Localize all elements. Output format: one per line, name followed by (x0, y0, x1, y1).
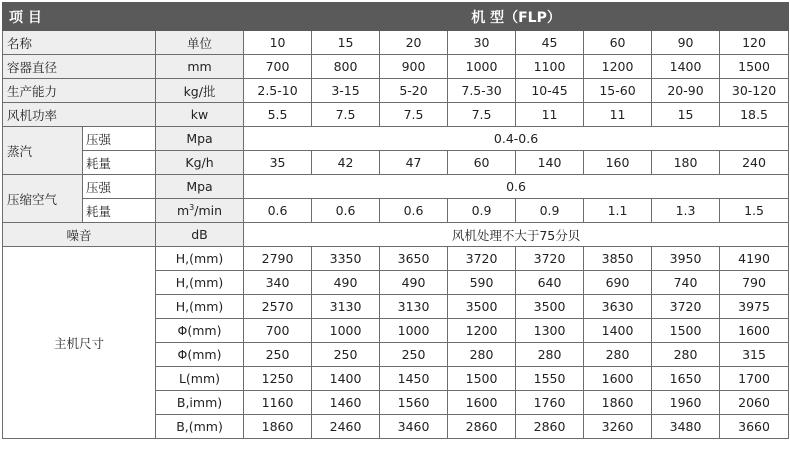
value-cell: 1450 (380, 367, 448, 391)
value-cell: 1160 (244, 391, 312, 415)
row-label: 名称 (3, 31, 156, 55)
steam-pressure-row (3, 127, 789, 151)
value-cell: 1300 (516, 319, 584, 343)
value-cell: 280 (516, 343, 584, 367)
unit-superscript: 3 (189, 202, 195, 212)
merged-value: 风机处理不大于75分贝 (244, 223, 789, 247)
value-cell: 1200 (448, 319, 516, 343)
merged-value: 0.4-0.6 (244, 127, 789, 151)
unit-cell: Mpa (156, 175, 244, 199)
group-label: 主机尺寸 (3, 247, 156, 439)
sub-label: 压强 (83, 175, 156, 199)
value-cell: 3130 (380, 295, 448, 319)
value-cell: 3500 (516, 295, 584, 319)
value-cell: 60 (584, 31, 652, 55)
value-cell: 790 (720, 271, 789, 295)
value-cell: 0.9 (516, 199, 584, 223)
value-cell: 1100 (516, 55, 584, 79)
value-cell: 30 (448, 31, 516, 55)
value-cell: 15 (652, 103, 720, 127)
value-cell: 20-90 (652, 79, 720, 103)
value-cell: 20 (380, 31, 448, 55)
value-cell: 3-15 (312, 79, 380, 103)
value-cell: 2860 (516, 415, 584, 439)
unit-cell: Mpa (156, 127, 244, 151)
value-cell: 1.1 (584, 199, 652, 223)
value-cell: 900 (380, 55, 448, 79)
value-cell: 3130 (312, 295, 380, 319)
row-label: 噪音 (3, 223, 156, 247)
unit-cell: Kg/h (156, 151, 244, 175)
noise-row (3, 223, 789, 247)
value-cell: 1860 (584, 391, 652, 415)
value-cell: 3650 (380, 247, 448, 271)
value-cell: 0.9 (448, 199, 516, 223)
value-cell: 1400 (584, 319, 652, 343)
value-cell: 3950 (652, 247, 720, 271)
value-cell: 3975 (720, 295, 789, 319)
value-cell: 7.5 (312, 103, 380, 127)
value-cell: 2.5-10 (244, 79, 312, 103)
value-cell: 1200 (584, 55, 652, 79)
air-pressure-row (3, 175, 789, 199)
steam-consumption-row (3, 151, 789, 175)
row-label: 风机功率 (3, 103, 156, 127)
value-cell: 1400 (312, 367, 380, 391)
sub-label: 耗量 (83, 199, 156, 223)
unit-cell: Φ(mm) (156, 343, 244, 367)
value-cell: 1000 (448, 55, 516, 79)
value-cell: 2060 (720, 391, 789, 415)
value-cell: 280 (652, 343, 720, 367)
value-cell: 3480 (652, 415, 720, 439)
value-cell: 10 (244, 31, 312, 55)
value-cell: 700 (244, 319, 312, 343)
value-cell: 3630 (584, 295, 652, 319)
value-cell: 3720 (652, 295, 720, 319)
value-cell: 2860 (448, 415, 516, 439)
value-cell: 90 (652, 31, 720, 55)
value-cell: 7.5 (448, 103, 516, 127)
value-cell: 18.5 (720, 103, 789, 127)
group-label: 蒸汽 (3, 127, 83, 175)
value-cell: 490 (312, 271, 380, 295)
value-cell: 250 (380, 343, 448, 367)
value-cell: 180 (652, 151, 720, 175)
group-label: 压缩空气 (3, 175, 83, 223)
value-cell: 490 (380, 271, 448, 295)
value-cell: 15-60 (584, 79, 652, 103)
value-cell: 5-20 (380, 79, 448, 103)
value-cell: 590 (448, 271, 516, 295)
value-cell: 1000 (380, 319, 448, 343)
capacity-row (3, 79, 789, 103)
unit-cell: Φ(mm) (156, 319, 244, 343)
value-cell: 1.3 (652, 199, 720, 223)
value-cell: 3850 (584, 247, 652, 271)
value-cell: 1650 (652, 367, 720, 391)
value-cell: 800 (312, 55, 380, 79)
value-cell: 47 (380, 151, 448, 175)
unit-cell: kg/批 (156, 79, 244, 103)
sub-label: 耗量 (83, 151, 156, 175)
spec-table (2, 2, 789, 439)
value-cell: 280 (448, 343, 516, 367)
value-cell: 42 (312, 151, 380, 175)
value-cell: 1860 (244, 415, 312, 439)
unit-cell: mm (156, 55, 244, 79)
value-cell: 1500 (652, 319, 720, 343)
value-cell: 740 (652, 271, 720, 295)
diameter-row (3, 55, 789, 79)
value-cell: 3500 (448, 295, 516, 319)
value-cell: 1760 (516, 391, 584, 415)
value-cell: 10-45 (516, 79, 584, 103)
value-cell: 240 (720, 151, 789, 175)
value-cell: 1400 (652, 55, 720, 79)
value-cell: 3460 (380, 415, 448, 439)
unit-cell: H,(mm) (156, 247, 244, 271)
value-cell: 35 (244, 151, 312, 175)
unit-text: m (176, 203, 190, 219)
value-cell: 1600 (720, 319, 789, 343)
value-cell: 640 (516, 271, 584, 295)
unit-cell: B,imm) (156, 391, 244, 415)
value-cell: 1700 (720, 367, 789, 391)
value-cell: 7.5 (380, 103, 448, 127)
value-cell: 45 (516, 31, 584, 55)
value-cell: 0.6 (312, 199, 380, 223)
fan_power-row (3, 103, 789, 127)
value-cell: 1500 (448, 367, 516, 391)
row-label: 生产能力 (3, 79, 156, 103)
value-cell: 315 (720, 343, 789, 367)
value-cell: 11 (516, 103, 584, 127)
value-cell: 1560 (380, 391, 448, 415)
value-cell: 3350 (312, 247, 380, 271)
unit-cell: H,(mm) (156, 271, 244, 295)
value-cell: 1500 (720, 55, 789, 79)
value-cell: 690 (584, 271, 652, 295)
value-cell: 250 (312, 343, 380, 367)
value-cell: 340 (244, 271, 312, 295)
value-cell: 2570 (244, 295, 312, 319)
value-cell: 3260 (584, 415, 652, 439)
value-cell: 7.5-30 (448, 79, 516, 103)
unit-cell: dB (156, 223, 244, 247)
unit-cell: H,(mm) (156, 295, 244, 319)
sub-label: 压强 (83, 127, 156, 151)
value-cell: 120 (720, 31, 789, 55)
value-cell: 15 (312, 31, 380, 55)
value-cell: 5.5 (244, 103, 312, 127)
row-label: 容器直径 (3, 55, 156, 79)
value-cell: 1600 (448, 391, 516, 415)
value-cell: 700 (244, 55, 312, 79)
value-cell: 0.6 (380, 199, 448, 223)
value-cell: 160 (584, 151, 652, 175)
value-cell: 2790 (244, 247, 312, 271)
unit-cell: 单位 (156, 31, 244, 55)
name-row (3, 31, 789, 55)
value-cell: 1600 (584, 367, 652, 391)
header-item-label: 项 目 (3, 3, 244, 31)
value-cell: 11 (584, 103, 652, 127)
unit-cell (156, 199, 244, 223)
merged-value: 0.6 (244, 175, 789, 199)
value-cell: 1250 (244, 367, 312, 391)
header-model-label: 机 型（FLP） (244, 3, 789, 31)
unit-cell: B,(mm) (156, 415, 244, 439)
value-cell: 3720 (516, 247, 584, 271)
unit-cell: L(mm) (156, 367, 244, 391)
unit-cell: kw (156, 103, 244, 127)
value-cell: 3720 (448, 247, 516, 271)
value-cell: 0.6 (244, 199, 312, 223)
value-cell: 1460 (312, 391, 380, 415)
dimension-row (3, 247, 789, 271)
value-cell: 1000 (312, 319, 380, 343)
value-cell: 140 (516, 151, 584, 175)
value-cell: 30-120 (720, 79, 789, 103)
air-consumption-row (3, 199, 789, 223)
header-row (3, 3, 789, 31)
value-cell: 2460 (312, 415, 380, 439)
value-cell: 3660 (720, 415, 789, 439)
value-cell: 250 (244, 343, 312, 367)
value-cell: 1960 (652, 391, 720, 415)
value-cell: 60 (448, 151, 516, 175)
value-cell: 1550 (516, 367, 584, 391)
value-cell: 280 (584, 343, 652, 367)
unit-text: /min (194, 203, 223, 219)
value-cell: 4190 (720, 247, 789, 271)
value-cell: 1.5 (720, 199, 789, 223)
